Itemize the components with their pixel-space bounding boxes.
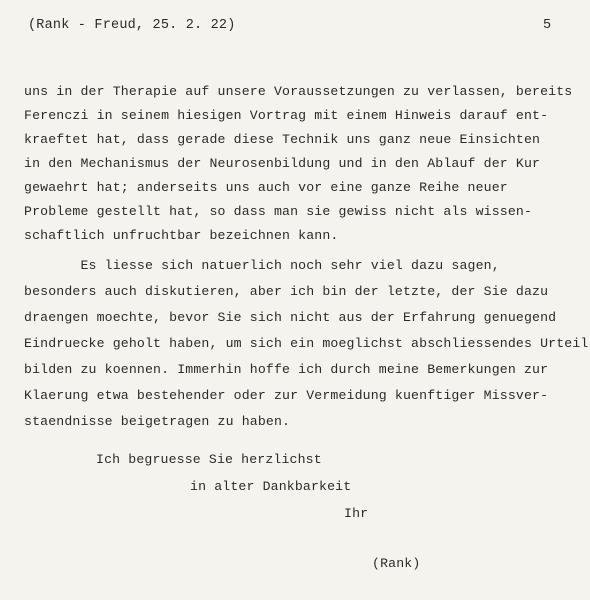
closing-yours: Ihr (344, 506, 369, 521)
body-line: Ferenczi in seinem hiesigen Vortrag mit einem Hinweis darauf ent- (24, 108, 549, 123)
letter-header: (Rank - Freud, 25. 2. 22) (28, 18, 236, 33)
body-line: uns in der Therapie auf unsere Voraussetzungen zu verlassen, bereits (24, 84, 573, 99)
body-line: schaftlich unfruchtbar bezeichnen kann. (24, 228, 339, 243)
body-line: Eindruecke geholt haben, um sich ein moeglichst abschliessendes Urteil (24, 336, 589, 351)
body-line: Klaerung etwa bestehender oder zur Vermeidung kuenftiger Missver- (24, 388, 549, 403)
page-number: 5 (543, 18, 552, 33)
closing-greeting: Ich begruesse Sie herzlichst (96, 452, 322, 467)
body-line: kraeftet hat, dass gerade diese Technik uns ganz neue Einsichten (24, 132, 541, 147)
signature: (Rank) (372, 556, 421, 571)
body-line: staendnisse beigetragen zu haben. (24, 414, 291, 429)
closing-gratitude: in alter Dankbarkeit (190, 479, 352, 494)
body-line: gewaehrt hat; anderseits uns auch vor eine ganze Reihe neuer (24, 180, 508, 195)
body-line: besonders auch diskutieren, aber ich bin der letzte, der Sie dazu (24, 284, 549, 299)
body-line: bilden zu koennen. Immerhin hoffe ich durch meine Bemerkungen zur (24, 362, 549, 377)
body-line: draengen moechte, bevor Sie sich nicht aus der Erfahrung genuegend (24, 310, 557, 325)
body-line: Probleme gestellt hat, so dass man sie gewiss nicht als wissen- (24, 204, 533, 219)
body-line: Es liesse sich natuerlich noch sehr viel dazu sagen, (24, 258, 500, 273)
body-line: in den Mechanismus der Neurosenbildung und in den Ablauf der Kur (24, 156, 541, 171)
